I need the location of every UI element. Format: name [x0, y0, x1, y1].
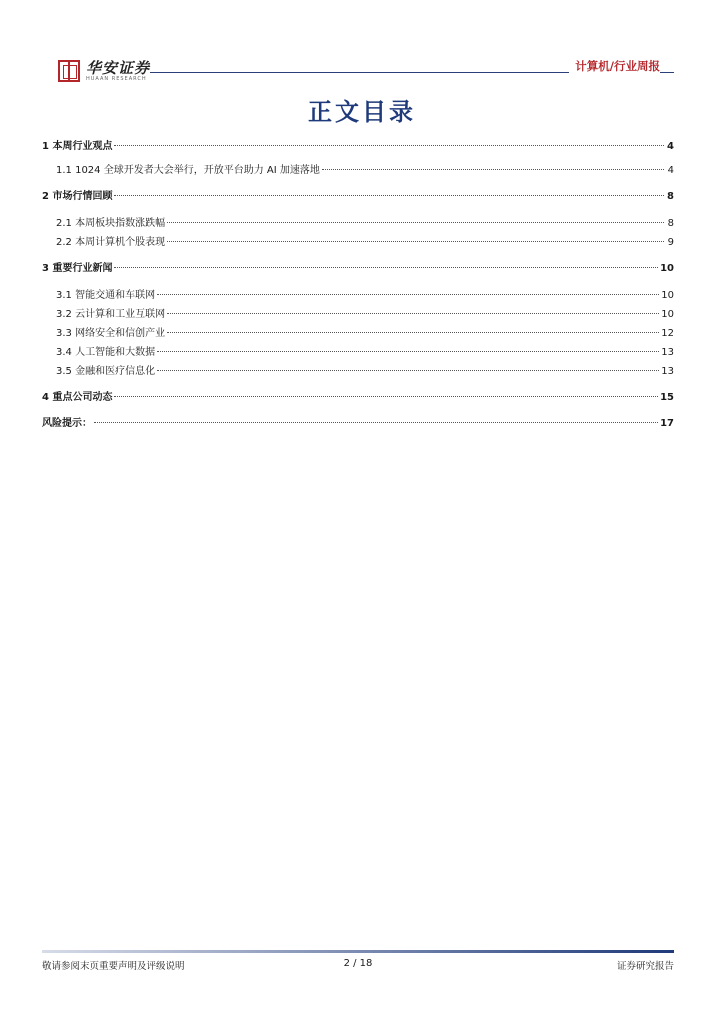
company-logo — [58, 60, 150, 83]
toc-entry-label: 2.2 本周计算机个股表现 — [56, 237, 166, 248]
toc-entry-label: 3.5 金融和医疗信息化 — [56, 366, 156, 377]
toc-dot-leader — [167, 222, 664, 223]
toc-page-number: 8 — [667, 218, 674, 229]
toc-subsection-row[interactable] — [42, 161, 674, 177]
toc-page-number: 15 — [660, 392, 674, 403]
toc-entry-label: 4 重点公司动态 — [42, 392, 113, 403]
toc-entry-label: 3.1 智能交通和车联网 — [56, 290, 156, 301]
toc-section-row[interactable] — [42, 259, 674, 275]
toc-page-number: 10 — [661, 309, 674, 320]
toc-dot-leader — [114, 396, 658, 397]
toc-section-row[interactable] — [42, 414, 674, 430]
toc-dot-leader — [167, 313, 659, 314]
toc-page-number: 10 — [661, 290, 674, 301]
toc-dot-leader — [167, 332, 659, 333]
toc-entry-label: 1.1 1024 全球开发者大会举行，开放平台助力 AI 加速落地 — [56, 165, 320, 176]
toc-page-number: 8 — [667, 191, 674, 202]
toc-subsection-row[interactable] — [42, 324, 674, 340]
toc-page-number: 13 — [661, 366, 674, 377]
toc-page-number: 13 — [661, 347, 674, 358]
toc-page-number: 12 — [661, 328, 674, 339]
page-title: 正文目录 — [308, 97, 416, 126]
toc-page-number: 4 — [667, 165, 674, 176]
toc-subsection-row[interactable] — [42, 214, 674, 230]
page-header — [58, 58, 674, 88]
toc-dot-leader — [167, 241, 664, 242]
toc-dot-leader — [94, 422, 658, 423]
toc-dot-leader — [157, 370, 659, 371]
logo-english-name: HUAAN RESEARCH — [86, 76, 147, 82]
toc-page-number: 9 — [667, 237, 674, 248]
toc-entry-label: 2.1 本周板块指数涨跌幅 — [56, 218, 166, 229]
page-footer — [42, 950, 674, 980]
toc-subsection-row[interactable] — [42, 233, 674, 249]
toc-section-row[interactable] — [42, 388, 674, 404]
toc-page-number: 17 — [660, 418, 674, 429]
toc-subsection-row[interactable] — [42, 343, 674, 359]
toc-subsection-row[interactable] — [42, 286, 674, 302]
toc-subsection-row[interactable] — [42, 305, 674, 321]
logo-chinese-name: 华安证券 — [86, 59, 151, 77]
toc-dot-leader — [157, 294, 659, 295]
toc-entry-label: 风险提示： — [42, 418, 92, 429]
toc-dot-leader — [114, 195, 664, 196]
toc-entry-label: 3 重要行业新闻 — [42, 263, 113, 274]
disclaimer-note: 敬请参阅末页重要声明及评级说明 — [42, 961, 185, 972]
toc-subsection-row[interactable] — [42, 362, 674, 378]
toc-entry-label: 3.2 云计算和工业互联网 — [56, 309, 166, 320]
page-number: 2 / 18 — [343, 958, 373, 969]
toc-entry-label: 2 市场行情回顾 — [42, 191, 113, 202]
toc-dot-leader — [157, 351, 659, 352]
toc-dot-leader — [322, 169, 664, 170]
toc-page-number: 4 — [667, 141, 674, 152]
toc-dot-leader — [114, 145, 664, 146]
toc-entry-label: 3.3 网络安全和信创产业 — [56, 328, 166, 339]
seal-icon — [58, 60, 80, 82]
footer-divider — [42, 950, 674, 953]
toc-section-row[interactable] — [42, 187, 674, 203]
toc-page-number: 10 — [660, 263, 674, 274]
toc-entry-label: 1 本周行业观点 — [42, 141, 113, 152]
report-category: 计算机/行业周报 — [569, 58, 660, 74]
report-type: 证券研究报告 — [616, 961, 674, 972]
toc-entry-label: 3.4 人工智能和大数据 — [56, 347, 156, 358]
toc-dot-leader — [114, 267, 658, 268]
toc-section-row[interactable] — [42, 137, 674, 153]
